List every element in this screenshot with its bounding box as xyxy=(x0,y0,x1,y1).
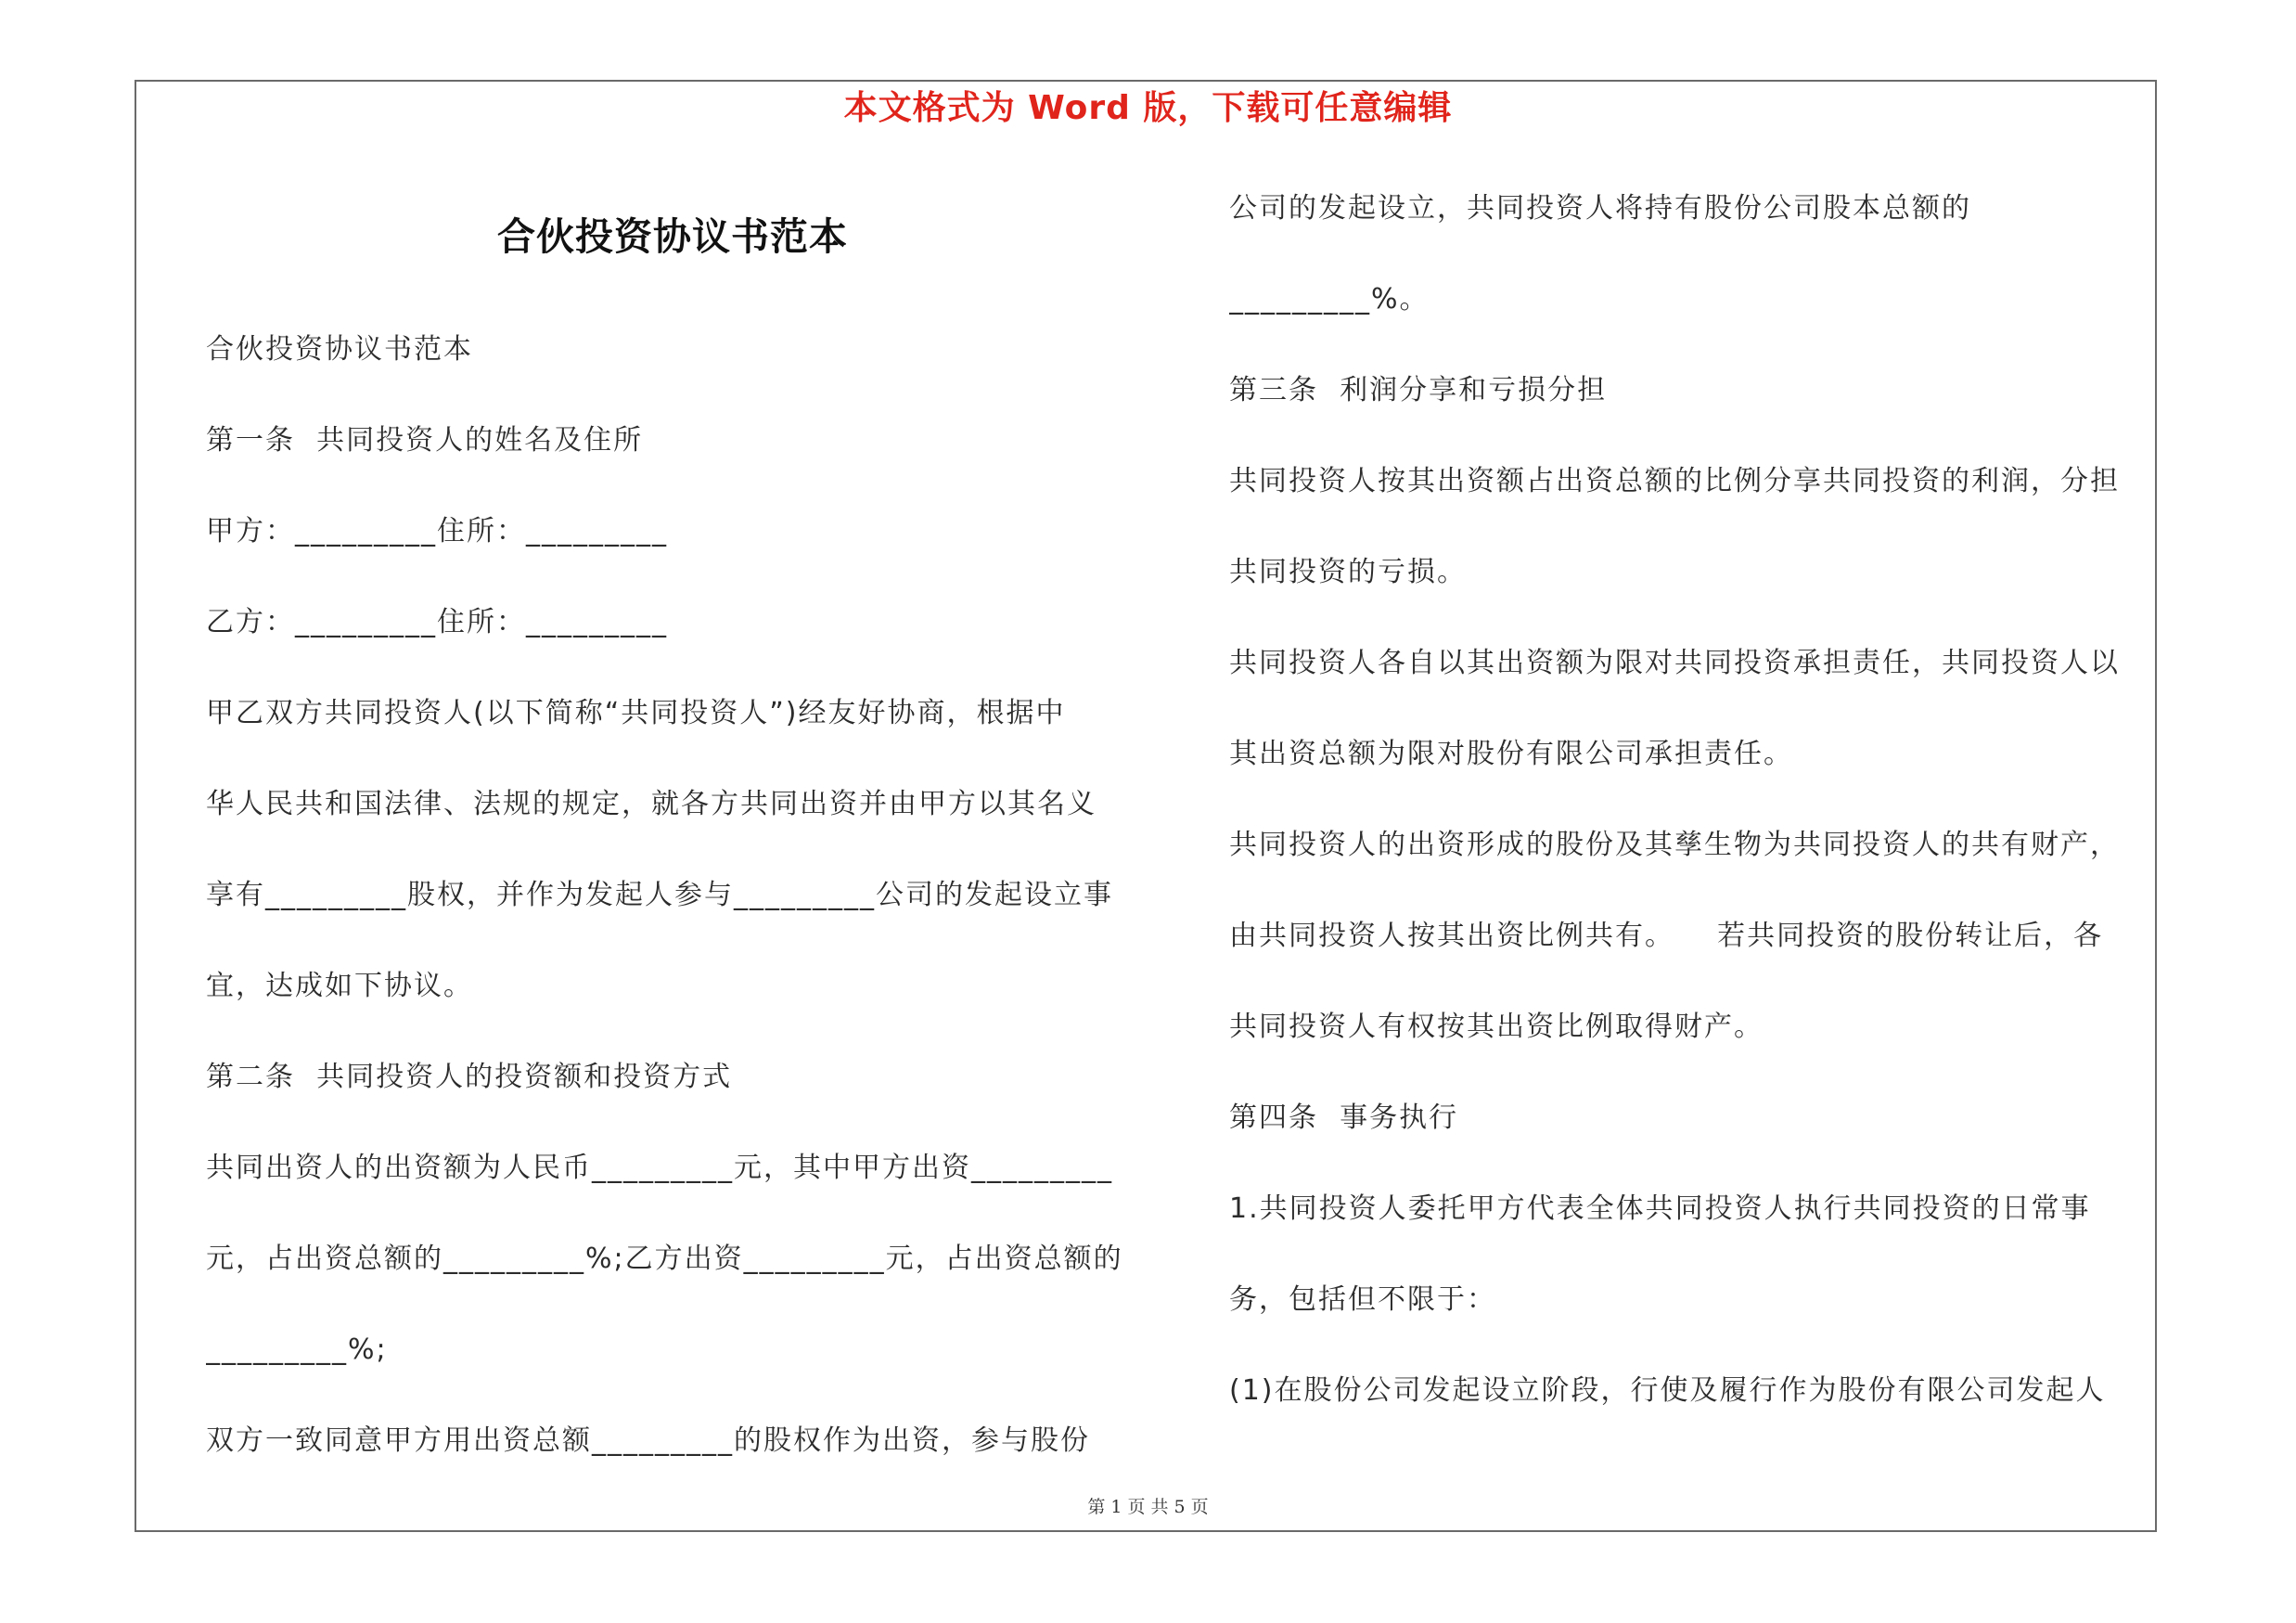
text-line: 华人民共和国法律、法规的规定，就各方共同出资并由甲方以其名义 xyxy=(206,788,1097,820)
text-line: 合伙投资协议书范本 xyxy=(206,333,473,366)
left-text-column xyxy=(206,322,1134,1504)
text-line: 1.共同投资人委托甲方代表全体共同投资人执行共同投资的日常事 xyxy=(1229,1192,2091,1225)
format-notice-banner: 本文格式为 Word 版，下载可任意编辑 xyxy=(843,89,1453,127)
text-line: 共同投资人有权按其出资比例取得财产。 xyxy=(1229,1011,1764,1043)
text-line: 共同投资人各自以其出资额为限对共同投资承担责任，共同投资人以 xyxy=(1229,647,2120,679)
text-line: 共同投资的亏损。 xyxy=(1229,556,1467,588)
text-line: _________%。 xyxy=(1229,283,1430,316)
text-line: 享有_________股权，并作为发起人参与_________公司的发起设立事 xyxy=(206,879,1113,911)
page-number-footer: 第 1 页 共 5 页 xyxy=(1087,1497,1209,1517)
text-line: 双方一致同意甲方用出资总额_________的股权作为出资，参与股份 xyxy=(206,1424,1090,1457)
text-line: 其出资总额为限对股份有限公司承担责任。 xyxy=(1229,738,1793,770)
text-line: 第一条 共同投资人的姓名及住所 xyxy=(206,424,644,457)
text-line: 甲乙双方共同投资人(以下简称“共同投资人”)经友好协商，根据中 xyxy=(206,697,1066,729)
text-line: 由共同投资人按其出资比例共有。 若共同投资的股份转让后，各 xyxy=(1229,920,2104,952)
right-text-column xyxy=(1229,181,2166,1454)
text-line: (1)在股份公司发起设立阶段，行使及履行作为股份有限公司发起人 xyxy=(1229,1374,2106,1407)
text-line: 甲方：_________住所：_________ xyxy=(206,515,668,547)
text-line: 共同投资人按其出资额占出资总额的比例分享共同投资的利润，分担 xyxy=(1229,465,2120,497)
document-title: 合伙投资协议书范本 xyxy=(497,214,848,259)
text-line: 公司的发起设立，共同投资人将持有股份公司股本总额的 xyxy=(1229,192,1971,225)
text-line: 共同出资人的出资额为人民币_________元，其中甲方出资_________ xyxy=(206,1152,1113,1184)
text-line: 共同投资人的出资形成的股份及其孳生物为共同投资人的共有财产， xyxy=(1229,829,2120,861)
text-line: _________%; xyxy=(206,1333,388,1366)
text-line: 务，包括但不限于： xyxy=(1229,1283,1496,1316)
text-line: 元，占出资总额的_________%;乙方出资_________元，占出资总额的 xyxy=(206,1243,1123,1275)
text-line: 第三条 利润分享和亏损分担 xyxy=(1229,374,1608,406)
text-line: 第二条 共同投资人的投资额和投资方式 xyxy=(206,1061,733,1093)
text-line: 乙方：_________住所：_________ xyxy=(206,606,668,638)
text-line: 第四条 事务执行 xyxy=(1229,1101,1459,1134)
text-line: 宜，达成如下协议。 xyxy=(206,970,473,1002)
